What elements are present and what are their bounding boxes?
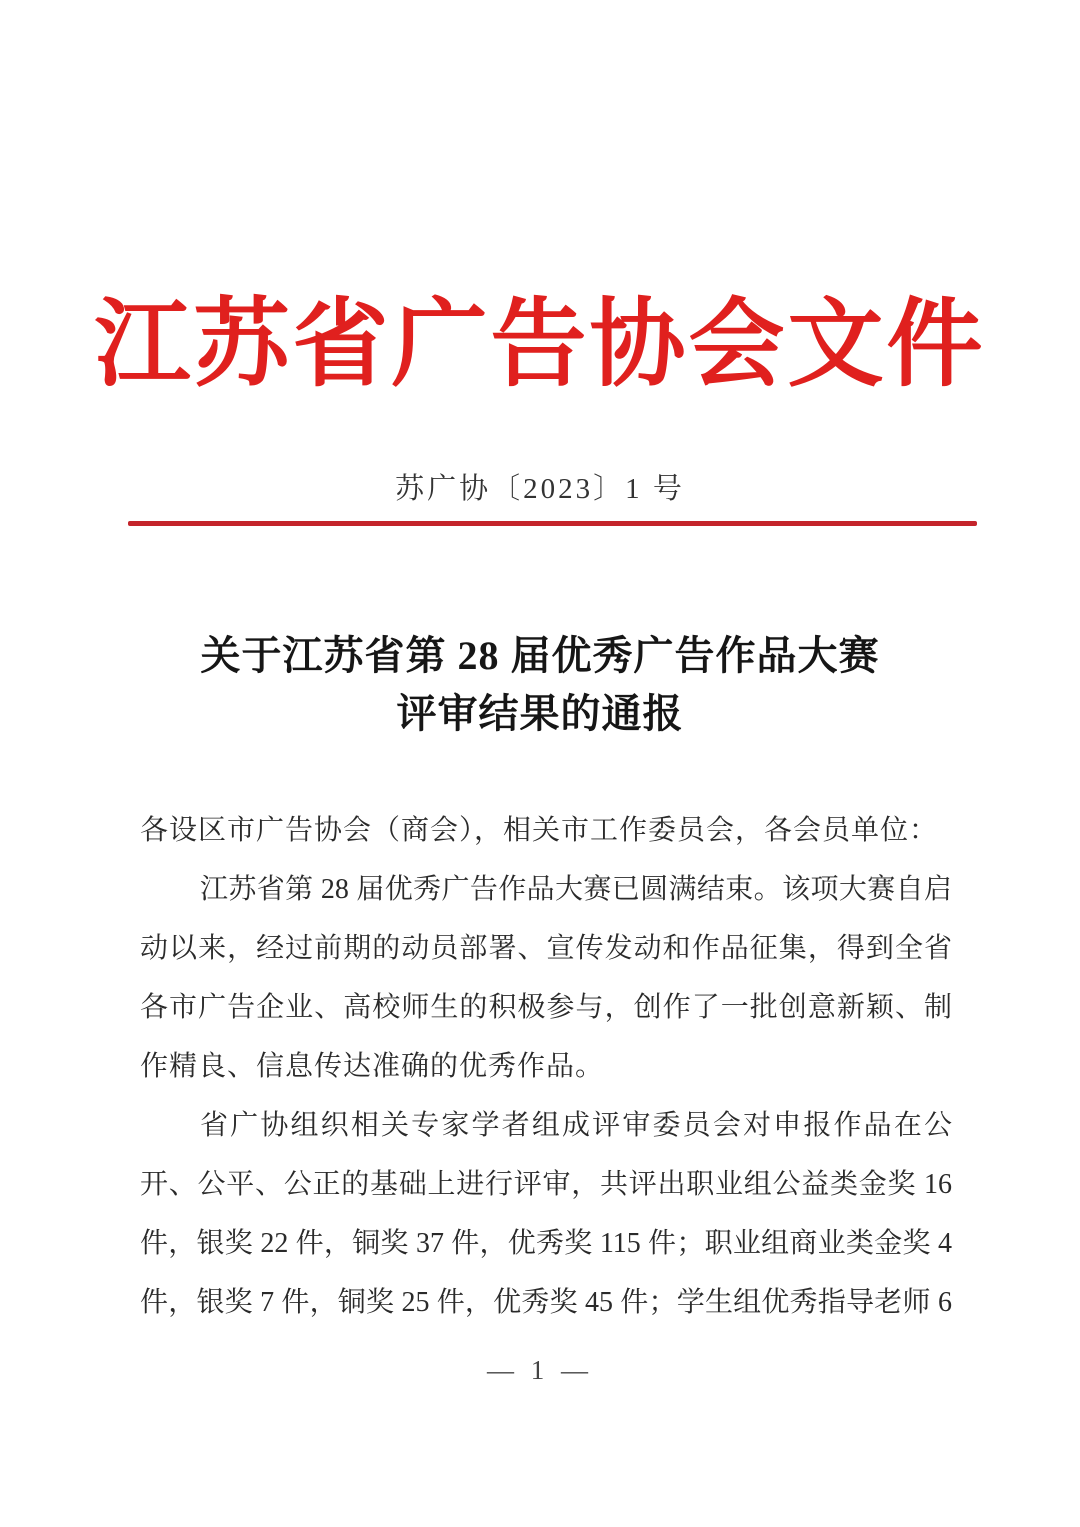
notice-title-line1: 关于江苏省第 28 届优秀广告作品大赛 <box>200 633 880 678</box>
body-line: 江苏省第 28 届优秀广告作品大赛已圆满结束。该项大赛自启 <box>200 874 952 905</box>
page-number: — 1 — <box>487 1355 593 1385</box>
body-line: 省广协组织相关专家学者组成评审委员会对申报作品在公 <box>200 1110 952 1141</box>
body-line: 动以来，经过前期的动员部署、宣传发动和作品征集，得到全省 <box>140 933 952 964</box>
body-line: 件，银奖 7 件，铜奖 25 件，优秀奖 45 件；学生组优秀指导老师 6 <box>140 1287 952 1318</box>
red-divider-rule <box>128 521 977 526</box>
body-line: 作精良、信息传达准确的优秀作品。 <box>140 1051 605 1082</box>
body-text <box>140 801 952 1332</box>
body-line: 件，银奖 22 件，铜奖 37 件，优秀奖 115 件；职业组商业类金奖 4 <box>140 1228 952 1259</box>
letterhead-title: 江苏省广告协会文件 <box>94 291 986 398</box>
body-line: 开、公平、公正的基础上进行评审，共评出职业组公益类金奖 16 <box>140 1169 952 1200</box>
notice-title <box>0 627 1080 743</box>
document-number: 苏广协〔2023〕1 号 <box>395 473 685 505</box>
notice-title-line2: 评审结果的通报 <box>396 691 684 736</box>
body-line-salutation: 各设区市广告协会（商会），相关市工作委员会，各会员单位： <box>140 815 939 846</box>
body-line: 各市广告企业、高校师生的积极参与，创作了一批创意新颖、制 <box>140 992 952 1023</box>
